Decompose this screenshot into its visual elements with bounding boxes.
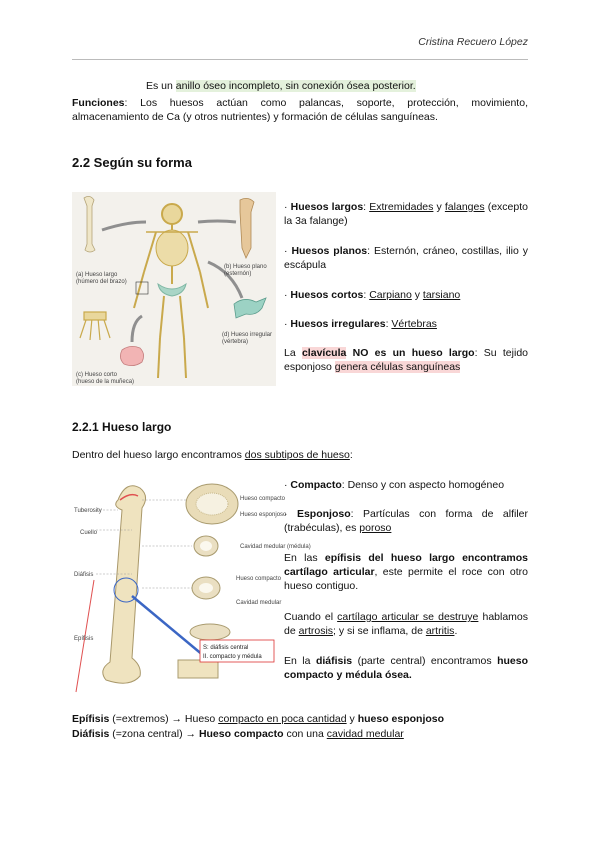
- huesos-largos-item: · Huesos largos: Extremidades y falanges (excepto la 3a falange): [284, 201, 528, 227]
- diafisis-paragraph: En la diáfisis (parte central) encontramos hueso compacto y médula ósea.: [284, 655, 529, 681]
- hueso-largo-intro: Dentro del hueso largo encontramos dos subtipos de hueso:: [72, 449, 353, 461]
- fig-label-long-sub: (húmero del brazo): [76, 279, 127, 285]
- huesos-cortos-item: · Huesos cortos: Carpiano y tarsiano: [284, 289, 461, 301]
- fig-label-short-sub: (hueso de la muñeca): [76, 379, 135, 385]
- planos-label: Huesos planos: [291, 245, 368, 257]
- fig-label-flat-sub: (esternón): [224, 271, 252, 277]
- fig-callout-2: II. compacto y médula: [203, 654, 262, 660]
- intro-highlight: anillo óseo incompleto, sin conexión ósea posterior.: [175, 80, 416, 92]
- header-divider: [72, 59, 528, 60]
- fig-label-cavidad: Cavidad medular (médula): [240, 544, 311, 550]
- author-name: Cristina Recuero López: [418, 36, 528, 48]
- fig-callout-1: S: diáfisis central: [203, 645, 249, 651]
- fig-label-long: (a) Hueso largo: [76, 272, 118, 278]
- clavicula-note: La clavícula NO es un hueso largo: Su tejido esponjoso genera células sanguíneas: [284, 347, 528, 373]
- intro-text: Es un: [146, 80, 176, 92]
- cartilago-paragraph: Cuando el cartílago articular se destruye hablamos de artrosis; y si se inflama, de artritis.: [284, 611, 529, 637]
- intro-line: [146, 80, 416, 92]
- fig-label-compacto: Hueso compacto: [240, 496, 286, 502]
- epifisis-paragraph: En las epífisis del hueso largo encontramos cartílago articular, este permite el roce con otro hueso contiguo.: [284, 552, 528, 592]
- compacto-label: Compacto: [290, 479, 342, 491]
- largos-label: Huesos largos: [290, 201, 364, 213]
- genera-highlight: genera células sanguíneas: [334, 361, 461, 373]
- funciones-text: : Los huesos actúan como palancas, soporte, protección, movimiento, almacenamiento de Ca (y otros nutrientes) y formación de células sanguíneas.: [72, 97, 528, 123]
- fig-label-irregular: (d) Hueso irregular: [222, 332, 273, 338]
- fig-label-epifisis: Epífisis: [74, 636, 94, 642]
- fig-label-short: (c) Hueso corto: [76, 372, 118, 378]
- fig-label-flat: (b) Hueso plano: [224, 264, 267, 270]
- funciones-label: Funciones: [72, 97, 125, 109]
- long-bone-figure: [72, 470, 311, 692]
- fig-label-tuberosity: Tuberosity: [74, 508, 102, 514]
- fig-label-esponjoso: Hueso esponjoso: [240, 512, 287, 518]
- section-title-2-2: 2.2 Según su forma: [72, 155, 192, 170]
- esponjoso-item: · Esponjoso: Partículas con forma de alfiler (trabéculas), es poroso: [284, 508, 528, 534]
- fig-label-compacto-2: Hueso compacto: [236, 576, 282, 582]
- fig-label-diafisis: Diáfisis: [74, 572, 94, 578]
- section-title-2-2-1: 2.2.1 Hueso largo: [72, 420, 172, 434]
- huesos-irregulares-item: · Huesos irregulares: Vértebras: [284, 318, 437, 330]
- huesos-planos-item: · Huesos planos: Esternón, cráneo, costillas, ilio y escápula: [284, 245, 529, 271]
- fig-label-cuello: Cuello: [80, 530, 98, 536]
- bone-types-figure: [72, 192, 276, 386]
- clavicula-highlight: clavícula: [301, 347, 347, 359]
- summary-epifisis: Epífisis (=extremos) → Hueso compacto en poca cantidad y hueso esponjoso: [72, 713, 445, 725]
- irregulares-label: Huesos irregulares: [290, 318, 386, 330]
- fig-label-irregular-sub: (vértebra): [222, 339, 249, 345]
- short-bone-image: [120, 346, 143, 365]
- funciones-paragraph: [72, 96, 528, 124]
- summary-diafisis: Diáfisis (=zona central) → Hueso compacto con una cavidad medular: [72, 728, 404, 740]
- compacto-item: · Compacto: Denso y con aspecto homogéneo: [284, 479, 505, 491]
- cortos-label: Huesos cortos: [290, 289, 364, 301]
- fig-label-cavidad-2: Cavidad medular: [236, 600, 282, 606]
- esponjoso-label: Esponjoso: [296, 508, 351, 520]
